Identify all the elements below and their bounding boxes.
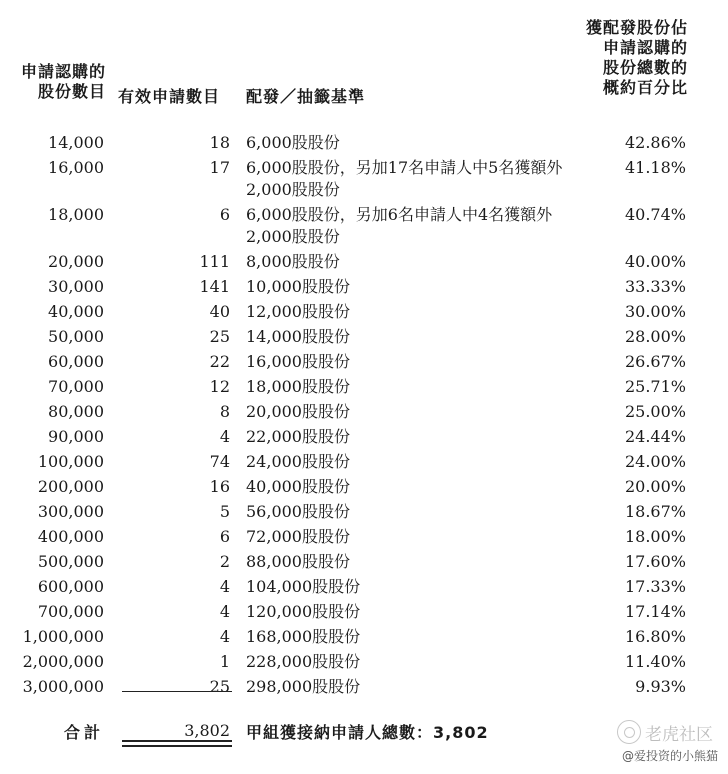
- allotment-table: [0, 132, 728, 701]
- applications-cell: 74: [209, 452, 230, 471]
- watermark-logo-icon: [617, 720, 641, 744]
- percent-cell: 24.00%: [624, 452, 686, 471]
- table-row: [0, 451, 728, 476]
- basis-cell: 14,000股股份: [246, 327, 350, 346]
- header-percentage-line4: 概約百分比: [602, 78, 688, 97]
- shares-cell: 18,000: [48, 205, 104, 224]
- subtotal-rule: [122, 691, 232, 692]
- percent-cell: 17.60%: [624, 552, 686, 571]
- applications-cell: 4: [219, 577, 230, 596]
- basis-cell: 24,000股股份: [246, 452, 350, 471]
- percent-cell: 40.74%: [624, 205, 686, 224]
- shares-cell: 100,000: [37, 452, 104, 471]
- shares-cell: 200,000: [37, 477, 104, 496]
- watermark-handle: @爱投资的小熊猫: [621, 749, 718, 763]
- percent-cell: 28.00%: [624, 327, 686, 346]
- percent-cell: 18.00%: [624, 527, 686, 546]
- total-double-rule-bottom: [122, 745, 232, 747]
- percent-cell: 41.18%: [624, 158, 686, 177]
- basis-cell: 168,000股股份: [246, 627, 361, 646]
- shares-cell: 600,000: [37, 577, 104, 596]
- basis-cell: 6,000股股份，另加6名申請人中4名獲額外2,000股股份: [246, 205, 553, 246]
- applications-cell: 141: [199, 277, 230, 296]
- table-row: [0, 276, 728, 301]
- basis-cell: 88,000股股份: [246, 552, 350, 571]
- applications-cell: 22: [209, 352, 230, 371]
- applications-cell: 1: [219, 652, 230, 671]
- table-row: [0, 426, 728, 451]
- basis-cell: 6,000股股份: [246, 133, 340, 152]
- shares-cell: 60,000: [48, 352, 104, 371]
- shares-cell: 30,000: [48, 277, 104, 296]
- table-row: [0, 157, 728, 204]
- header-shares-applied: [21, 62, 106, 102]
- shares-cell: 1,000,000: [22, 627, 104, 646]
- shares-cell: 400,000: [37, 527, 104, 546]
- table-row: [0, 676, 728, 701]
- basis-cell: 56,000股股份: [246, 502, 350, 521]
- watermark-brand: 老虎社区: [645, 725, 713, 745]
- basis-cell: 20,000股股份: [246, 402, 350, 421]
- basis-cell: 40,000股股份: [246, 477, 350, 496]
- table-row: [0, 326, 728, 351]
- table-row: [0, 576, 728, 601]
- percent-cell: 42.86%: [624, 133, 686, 152]
- shares-cell: 2,000,000: [22, 652, 104, 671]
- shares-cell: 3,000,000: [22, 677, 104, 696]
- applications-cell: 4: [219, 627, 230, 646]
- shares-cell: 50,000: [48, 327, 104, 346]
- header-percentage-line3: 股份總數的: [602, 58, 688, 77]
- table-row: [0, 204, 728, 251]
- shares-cell: 80,000: [48, 402, 104, 421]
- basis-cell: 228,000股股份: [246, 652, 361, 671]
- applications-cell: 16: [209, 477, 230, 496]
- percent-cell: 24.44%: [624, 427, 686, 446]
- table-row: [0, 301, 728, 326]
- shares-cell: 700,000: [37, 602, 104, 621]
- table-row: [0, 501, 728, 526]
- percent-cell: 30.00%: [624, 302, 686, 321]
- percent-cell: 33.33%: [624, 277, 686, 296]
- shares-cell: 70,000: [48, 377, 104, 396]
- applications-cell: 6: [219, 205, 230, 224]
- table-row: [0, 601, 728, 626]
- percent-cell: 16.80%: [624, 627, 686, 646]
- percent-cell: 20.00%: [624, 477, 686, 496]
- header-valid-applications: 有效申請數目: [118, 87, 221, 106]
- percent-cell: 17.14%: [624, 602, 686, 621]
- percent-cell: 18.67%: [624, 502, 686, 521]
- basis-cell: 104,000股股份: [246, 577, 361, 596]
- shares-cell: 40,000: [48, 302, 104, 321]
- header-percentage-line2: 申請認購的: [602, 38, 688, 57]
- applications-cell: 111: [199, 252, 230, 271]
- basis-cell: 120,000股股份: [246, 602, 361, 621]
- percent-cell: 9.93%: [635, 677, 686, 696]
- shares-cell: 90,000: [48, 427, 104, 446]
- percent-cell: 25.00%: [624, 402, 686, 421]
- basis-cell: 6,000股股份，另加17名申請人中5名獲額外2,000股股份: [246, 158, 563, 199]
- table-row: [0, 526, 728, 551]
- table-row: [0, 551, 728, 576]
- applications-cell: 8: [219, 402, 230, 421]
- percent-cell: 17.33%: [624, 577, 686, 596]
- shares-cell: 500,000: [37, 552, 104, 571]
- total-value: 3,802: [184, 721, 230, 740]
- applications-cell: 25: [209, 677, 230, 696]
- applications-cell: 18: [209, 133, 230, 152]
- basis-cell: 22,000股股份: [246, 427, 350, 446]
- table-row: [0, 626, 728, 651]
- total-label: 合計: [63, 723, 104, 742]
- header-approx-percentage: [586, 18, 688, 98]
- total-description: 甲組獲接納申請人總數：3,802: [246, 723, 489, 742]
- header-shares-applied-line1: 申請認購的: [20, 62, 106, 81]
- table-row: [0, 376, 728, 401]
- shares-cell: 300,000: [37, 502, 104, 521]
- basis-cell: 8,000股股份: [246, 252, 340, 271]
- table-row: [0, 476, 728, 501]
- basis-cell: 18,000股股份: [246, 377, 350, 396]
- applications-cell: 5: [219, 502, 230, 521]
- percent-cell: 25.71%: [624, 377, 686, 396]
- percent-cell: 40.00%: [624, 252, 686, 271]
- table-row: [0, 401, 728, 426]
- applications-cell: 4: [219, 602, 230, 621]
- basis-cell: 298,000股股份: [246, 677, 361, 696]
- applications-cell: 17: [209, 158, 230, 177]
- applications-cell: 4: [219, 427, 230, 446]
- total-double-rule-top: [122, 740, 232, 742]
- basis-cell: 72,000股股份: [246, 527, 350, 546]
- header-shares-applied-line2: 股份數目: [37, 82, 106, 101]
- basis-cell: 16,000股股份: [246, 352, 350, 371]
- applications-cell: 2: [219, 552, 230, 571]
- applications-cell: 25: [209, 327, 230, 346]
- header-allocation-basis: 配發／抽籤基準: [246, 87, 366, 106]
- shares-cell: 20,000: [48, 252, 104, 271]
- table-row: [0, 251, 728, 276]
- percent-cell: 26.67%: [624, 352, 686, 371]
- table-row: [0, 651, 728, 676]
- header-percentage-line1: 獲配發股份佔: [585, 18, 688, 37]
- percent-cell: 11.40%: [624, 652, 686, 671]
- table-row: [0, 351, 728, 376]
- shares-cell: 16,000: [48, 158, 104, 177]
- basis-cell: 10,000股股份: [246, 277, 350, 296]
- applications-cell: 12: [209, 377, 230, 396]
- applications-cell: 40: [209, 302, 230, 321]
- shares-cell: 14,000: [48, 133, 104, 152]
- basis-cell: 12,000股股份: [246, 302, 350, 321]
- table-row: [0, 132, 728, 157]
- applications-cell: 6: [219, 527, 230, 546]
